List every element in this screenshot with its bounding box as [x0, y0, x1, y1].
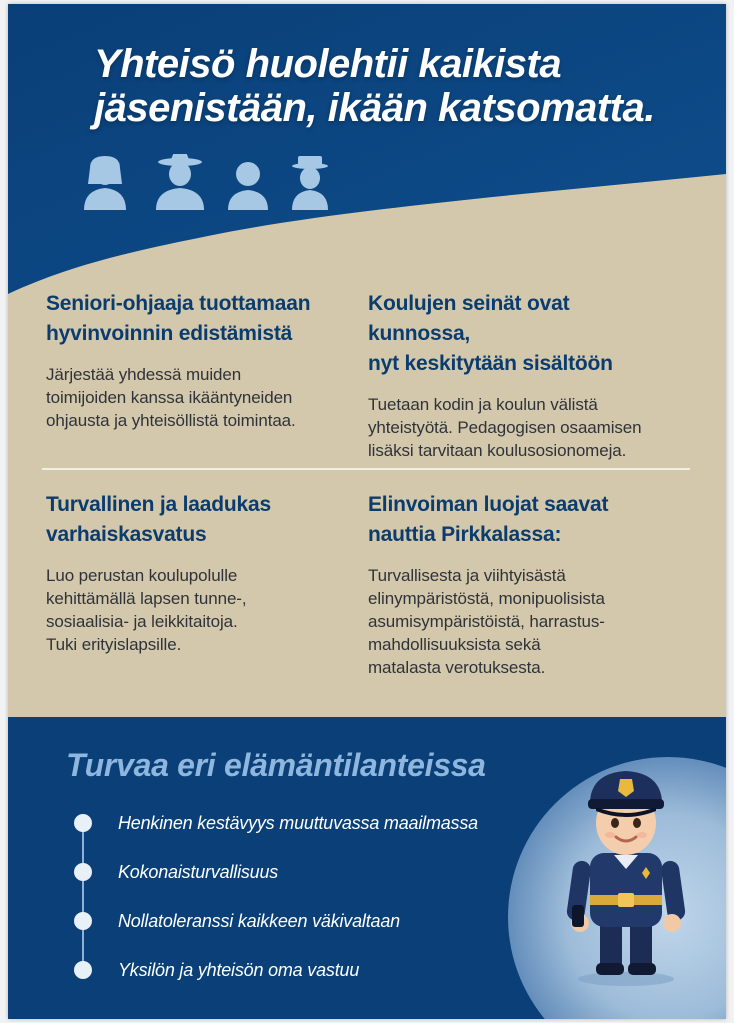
- hero-title-line-1: Yhteisö huolehtii kaikista: [94, 42, 562, 86]
- body-line: Järjestää yhdessä muiden: [46, 365, 242, 384]
- body-line: ohjausta ja yhteisöllistä toimintaa.: [46, 411, 296, 430]
- body-line: elinympäristöstä, monipuolisista: [368, 589, 605, 608]
- body-line: yhteistyötä. Pedagogisen osaamisen: [368, 418, 642, 437]
- section-heading: [368, 490, 668, 550]
- bullet-dot-icon: [74, 814, 92, 832]
- section-heading: [368, 289, 668, 379]
- section-heading: [46, 490, 346, 550]
- section-heading: [46, 289, 346, 349]
- section-body: [368, 564, 668, 679]
- list-item: [74, 813, 478, 862]
- police-officer-toy-icon: [556, 757, 696, 987]
- security-title: Turvaa eri elämäntilanteissa: [66, 747, 486, 783]
- list-item: [74, 862, 478, 911]
- heading-line: Elinvoiman luojat saavat: [368, 493, 609, 516]
- security-list: [74, 813, 478, 1009]
- security-panel: [8, 717, 726, 1019]
- hero-title-line-2: jäsenistään, ikään katsomatta.: [94, 86, 655, 130]
- list-item: [74, 960, 478, 1009]
- hero-title: [94, 42, 704, 130]
- body-line: mahdollisuuksista sekä: [368, 635, 541, 654]
- section-body: [46, 564, 346, 656]
- list-item: [74, 911, 478, 960]
- bullet-dot-icon: [74, 863, 92, 881]
- heading-line: nyt keskitytään sisältöön: [368, 352, 613, 375]
- body-line: kehittämällä lapsen tunne-,: [46, 589, 247, 608]
- heading-line: hyvinvoinnin edistämistä: [46, 322, 293, 345]
- section-body: [46, 363, 346, 432]
- section-senior: [46, 289, 346, 432]
- child-silhouette-icon: [228, 162, 268, 210]
- ranger-hat-silhouette-icon: [156, 154, 204, 210]
- section-vitality: [368, 490, 668, 679]
- heading-line: Turvallinen ja laadukas: [46, 493, 271, 516]
- body-line: asumisympäristöistä, harrastus-: [368, 612, 605, 631]
- section-body: [368, 393, 668, 462]
- poster: [8, 4, 726, 1019]
- section-early-education: [46, 490, 346, 656]
- list-item-text: Henkinen kestävyys muuttuvassa maailmassa: [118, 813, 478, 833]
- heading-line: Seniori-ohjaaja tuottamaan: [46, 292, 311, 315]
- heading-line: Koulujen seinät ovat kunnossa,: [368, 292, 570, 345]
- bullet-dot-icon: [74, 912, 92, 930]
- list-item-text: Nollatoleranssi kaikkeen väkivaltaan: [118, 911, 400, 931]
- body-line: Tuetaan kodin ja koulun välistä: [368, 395, 598, 414]
- body-line: Turvallisesta ja viihtyisästä: [368, 566, 566, 585]
- section-divider: [42, 468, 690, 470]
- woman-silhouette-icon: [84, 156, 126, 210]
- section-schools: [368, 289, 668, 462]
- body-line: sosiaalisia- ja leikkitaitoja.: [46, 612, 238, 631]
- body-line: matalasta verotuksesta.: [368, 658, 546, 677]
- body-line: toimijoiden kanssa ikääntyneiden: [46, 388, 293, 407]
- heading-line: nauttia Pirkkalassa:: [368, 523, 562, 546]
- hat-man-silhouette-icon: [292, 156, 328, 210]
- list-item-text: Yksilön ja yhteisön oma vastuu: [118, 960, 360, 980]
- list-item-text: Kokonaisturvallisuus: [118, 862, 279, 882]
- body-line: lisäksi tarvitaan koulusosionomeja.: [368, 441, 627, 460]
- body-line: Tuki erityislapsille.: [46, 635, 182, 654]
- body-line: Luo perustan koulupolulle: [46, 566, 238, 585]
- bullet-dot-icon: [74, 961, 92, 979]
- people-icons: [80, 154, 340, 210]
- heading-line: varhaiskasvatus: [46, 523, 207, 546]
